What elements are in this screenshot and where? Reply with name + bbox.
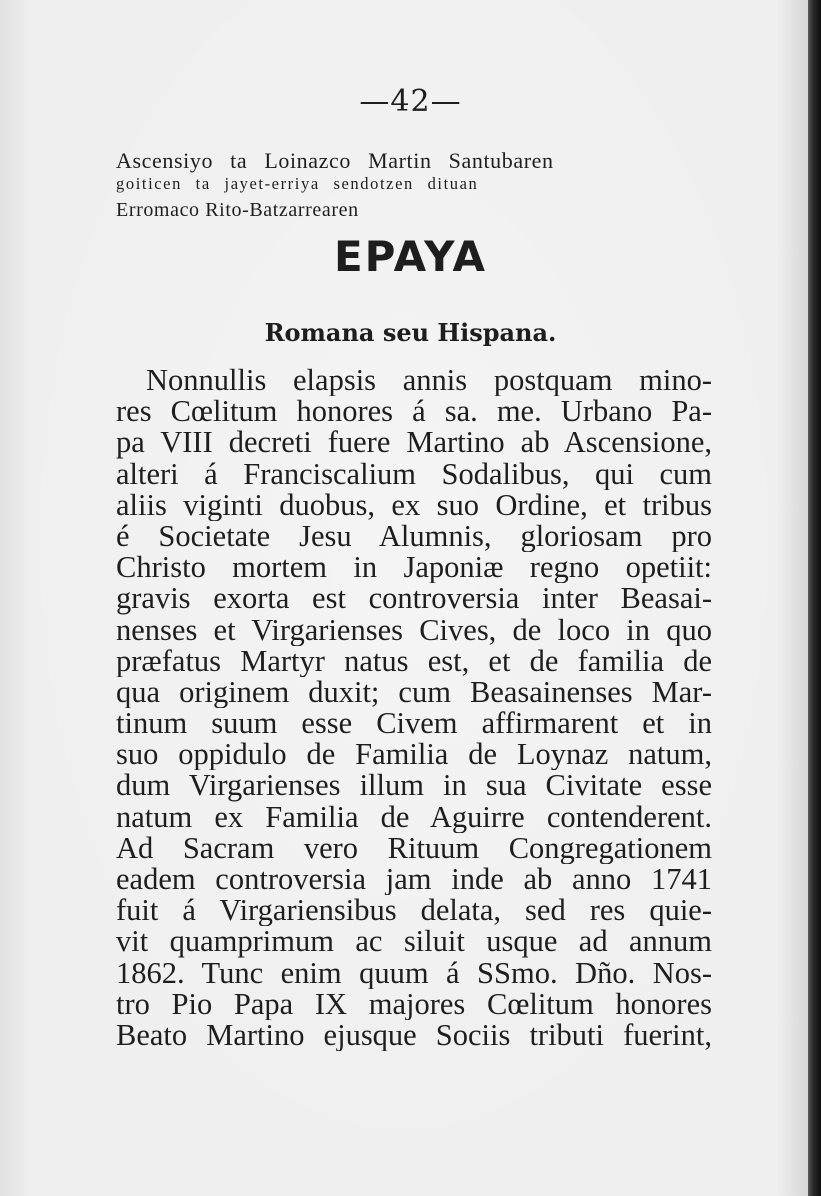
page-edge-shadow — [808, 0, 821, 1196]
body-line: Ad Sacram vero Rituum Congregationem — [116, 832, 712, 864]
heading-line-3: Erromaco Rito-Batzarrearen — [116, 199, 359, 221]
body-line: é Societate Jesu Alumnis, gloriosam pro — [116, 520, 712, 553]
body-line: fuit á Virgariensibus delata, sed res quie- — [116, 895, 712, 927]
document-subtitle: Romana seu Hispana. — [264, 318, 557, 347]
body-line: Christo mortem in Japoniæ regno opetiit: — [116, 552, 712, 584]
heading-line-2: goiticen ta jayet-erriya sendotzen dituan — [116, 174, 479, 193]
body-line: tinum suum esse Civem affirmarent et in — [116, 708, 712, 740]
body-line: nenses et Virgarienses Cives, de loco in quo — [116, 614, 712, 646]
body-line: dum Virgarienses illum in sua Civitate esse — [116, 770, 712, 802]
body-line: 1862. Tunc enim quum á SSmo. Dño. Nos- — [116, 957, 712, 989]
body-line: Nonnullis elapsis annis postquam mino- — [146, 365, 712, 397]
body-line: alteri á Franciscalium Sodalibus, qui cum — [116, 458, 712, 490]
body-line: res Cœlitum honores á sa. me. Urbano Pa- — [116, 396, 712, 428]
document-title: EPAYA — [333, 232, 487, 281]
body-text — [116, 365, 712, 1051]
body-line: qua originem duxit; cum Beasainenses Mar- — [116, 676, 712, 709]
body-line: vit quamprimum ac siluit usque ad annum — [116, 926, 712, 958]
body-line: pa VIII decreti fuere Martino ab Ascensione, — [116, 427, 712, 459]
body-line: eadem controversia jam inde ab anno 1741 — [116, 864, 712, 896]
body-line: præfatus Martyr natus est, et de familia de — [116, 645, 712, 677]
body-line: Beato Martino ejusque Sociis tributi fuerint, — [116, 1019, 712, 1052]
page-number: —42— — [359, 84, 462, 119]
body-line: aliis viginti duobus, ex suo Ordine, et tribus — [116, 489, 712, 521]
body-line: gravis exorta est controversia inter Beasai- — [116, 583, 712, 615]
heading-line-1: Ascensiyo ta Loinazco Martin Santubaren — [116, 148, 554, 173]
body-line: tro Pio Papa IX majores Cœlitum honores — [116, 988, 712, 1020]
body-line: natum ex Familia de Aguirre contenderent. — [116, 801, 712, 833]
body-line: suo oppidulo de Familia de Loynaz natum, — [116, 739, 712, 771]
